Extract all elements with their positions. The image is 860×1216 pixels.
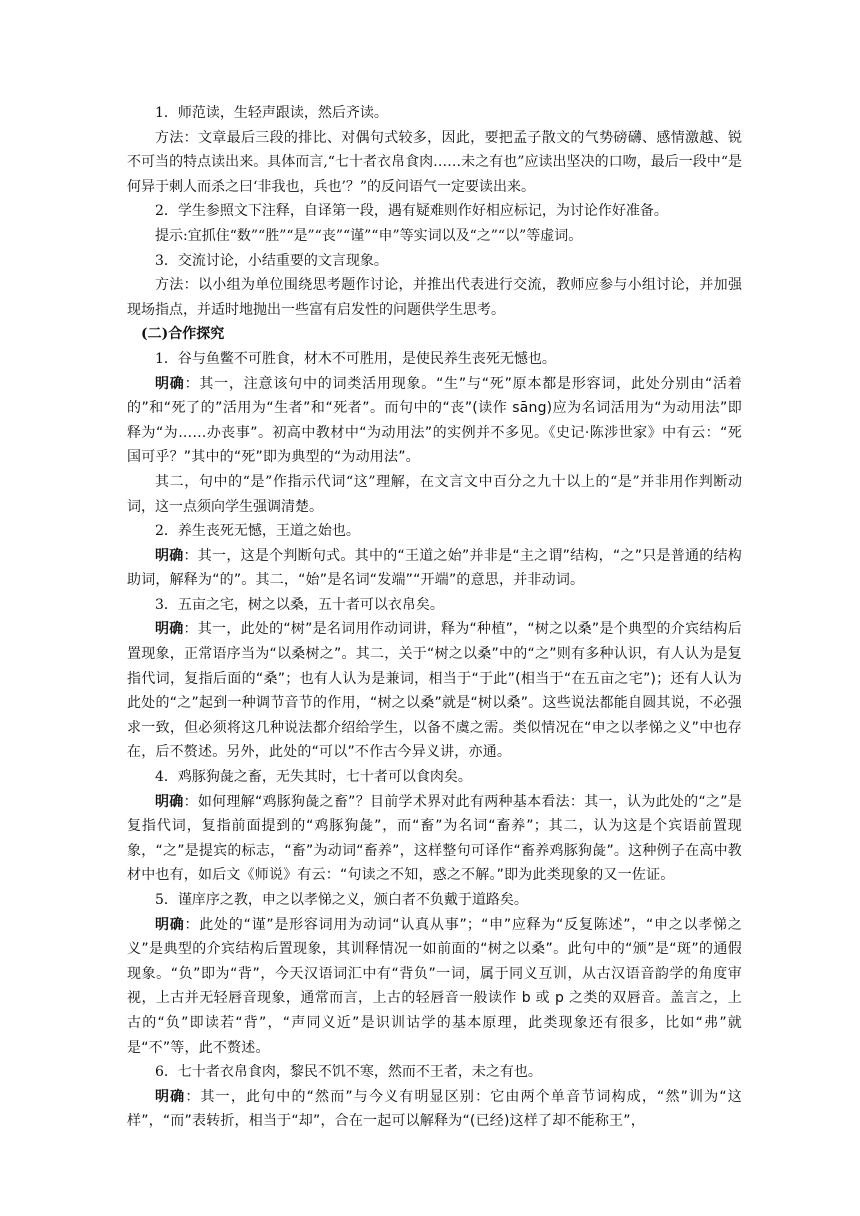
answer-1-part-2: 其二，句中的“是”作指示代词“这”理解，在文言文中百分之九十以上的“是”并非用作判断动词，这一点须向学生强调清楚。 — [127, 473, 742, 515]
question-4: 4．鸡豚狗彘之畜，无失其时，七十者可以食肉矣。 — [155, 769, 472, 786]
answer-label: 明确 — [155, 1088, 186, 1105]
question-6: 6．七十者衣帛食肉，黎民不饥不寒，然而不王者，未之有也。 — [155, 1064, 542, 1081]
answer-text: ：此处的“谨”是形容词用为动词“认真从事”；“申”应释为“反复陈述”，“申之以孝悌之义”是典型的介宾结构后置现象，其训释情况一如前面的“树之以桑”。此句中的“颁”是“斑”的通假现象。“负”即为“背”，今天汉语词汇中有“背负”一词，属于同义互训，从古汉语音韵学的角度审视，上古并无轻唇音现象，通常而言，上古的轻唇音一般读作 b 或 p 之类的双唇音。盖言之，上古的“负”即读若“背”，“声同义近”是识训诂学的基本原理，此类现象还有很多，比如“弗”就是“不”等，此不赘述。 — [127, 916, 742, 1056]
method-reading: 方法：文章最后三段的排比、对偶句式较多，因此，要把孟子散文的气势磅礴、感情激越、锐不可当的特点读出来。具体而言,“七十者衣帛食肉……未之有也”应读出坚决的口吻，最后一段中“是何异于刺人而杀之曰‘非我也，兵也’？”的反问语气一定要读出来。 — [127, 129, 742, 195]
answer-text: ：其一，此处的“树”是名词用作动词讲，释为“种植”，“树之以桑”是个典型的介宾结构后置现象，正常语序当为“以桑树之”。其二，关于“树之以桑”中的“之”则有多种认识，有人认为是复指代词，复指后面的“桑”；也有人认为是兼词，相当于“于此”(相当于“在五亩之宅”)；还有人认为此处的“之”起到一种调节音节的作用，“树之以桑”就是“树以桑”。这些说法都能自圆其说，不必强求一致，但必须将这几种说法都介绍给学生，以备不虞之需。类似情况在“申之以孝悌之义”中也存在，后不赘述。另外，此处的“可以”不作古今异义讲，亦通。 — [127, 621, 742, 761]
step-1-read-aloud: 1．师范读，生轻声跟读，然后齐读。 — [155, 105, 388, 121]
answer-5 — [127, 913, 742, 1061]
answer-2 — [127, 544, 742, 593]
method-group-discussion: 方法：以小组为单位围绕思考题作讨论，并推出代表进行交流，教师应参与小组讨论，并加强现场指点，并适时地抛出一些富有启发性的问题供学生思考。 — [127, 277, 742, 318]
answer-1 — [127, 372, 742, 470]
answer-4 — [127, 790, 742, 888]
answer-3 — [127, 617, 742, 765]
step-2-translate: 2．学生参照文下注释，自译第一段，遇有疑难则作好相应标记，为讨论作好准备。 — [155, 203, 668, 220]
answer-text: ：其一，注意该句中的词类活用现象。“生”与“死”原本都是形容词，此处分别由“活着的”和“死了的”活用为“生者”和“死者”。而句中的“丧”(读作 sāng)应为名词活用为“为动用法”即释为“为……办丧事”。初高中教材中“为动用法”的实例并不多见。《史记·陈涉世家》中有云：“死国可乎？”其中的“死”即为典型的“为动用法”。 — [127, 375, 742, 466]
step-3-discuss: 3．交流讨论，小结重要的文言现象。 — [155, 252, 388, 269]
answer-label: 明确 — [155, 375, 185, 392]
section-heading-cooperative-inquiry: (二)合作探究 — [141, 326, 225, 343]
answer-label: 明确 — [155, 547, 184, 564]
answer-label: 明确 — [155, 916, 185, 933]
answer-text: ：如何理解“鸡豚狗彘之畜”？目前学术界对此有两种基本看法：其一，认为此处的“之”是复指代词，复指前面提到的“鸡豚狗彘”，而“畜”为名词“畜养”；其二，认为这是个宾语前置现象，“之”是提宾的标志，“畜”为动词“畜养”，这样整句可译作“畜养鸡豚狗彘”。这种例子在高中教材中也有，如后文《师说》有云：“句读之不知，惑之不解。”即为此类现象的又一佐证。 — [127, 793, 742, 884]
answer-text: ：其一，这是个判断句式。其中的“王道之始”并非是“主之谓”结构，“之”只是普通的结构助词，解释为“的”。其二，“始”是名词“发端”“开端”的意思，并非动词。 — [127, 547, 742, 589]
question-1: 1．谷与鱼鳖不可胜食，材木不可胜用，是使民养生丧死无憾也。 — [155, 350, 556, 367]
answer-label: 明确 — [155, 793, 184, 810]
question-5: 5．谨庠序之教，申之以孝悌之义，颁白者不负戴于道路矣。 — [155, 892, 528, 908]
answer-label: 明确 — [155, 621, 184, 638]
question-2: 2．养生丧死无憾，王道之始也。 — [155, 523, 360, 540]
answer-text: ：其一，此句中的“然而”与今义有明显区别：它由两个单音节词构成，“然”训为“这样”，“而”表转折，相当于“却”，合在一起可以解释为“(已经)这样了却不能称王”， — [127, 1088, 742, 1130]
answer-6 — [127, 1085, 742, 1134]
question-3: 3．五亩之宅，树之以桑，五十者可以衣帛矣。 — [155, 596, 444, 613]
document-body — [127, 101, 742, 1134]
hint-keywords: 提示:宜抓住“数”“胜”“是”“丧”“谨”“申”等实词以及“之”“以”等虚词。 — [155, 227, 583, 244]
